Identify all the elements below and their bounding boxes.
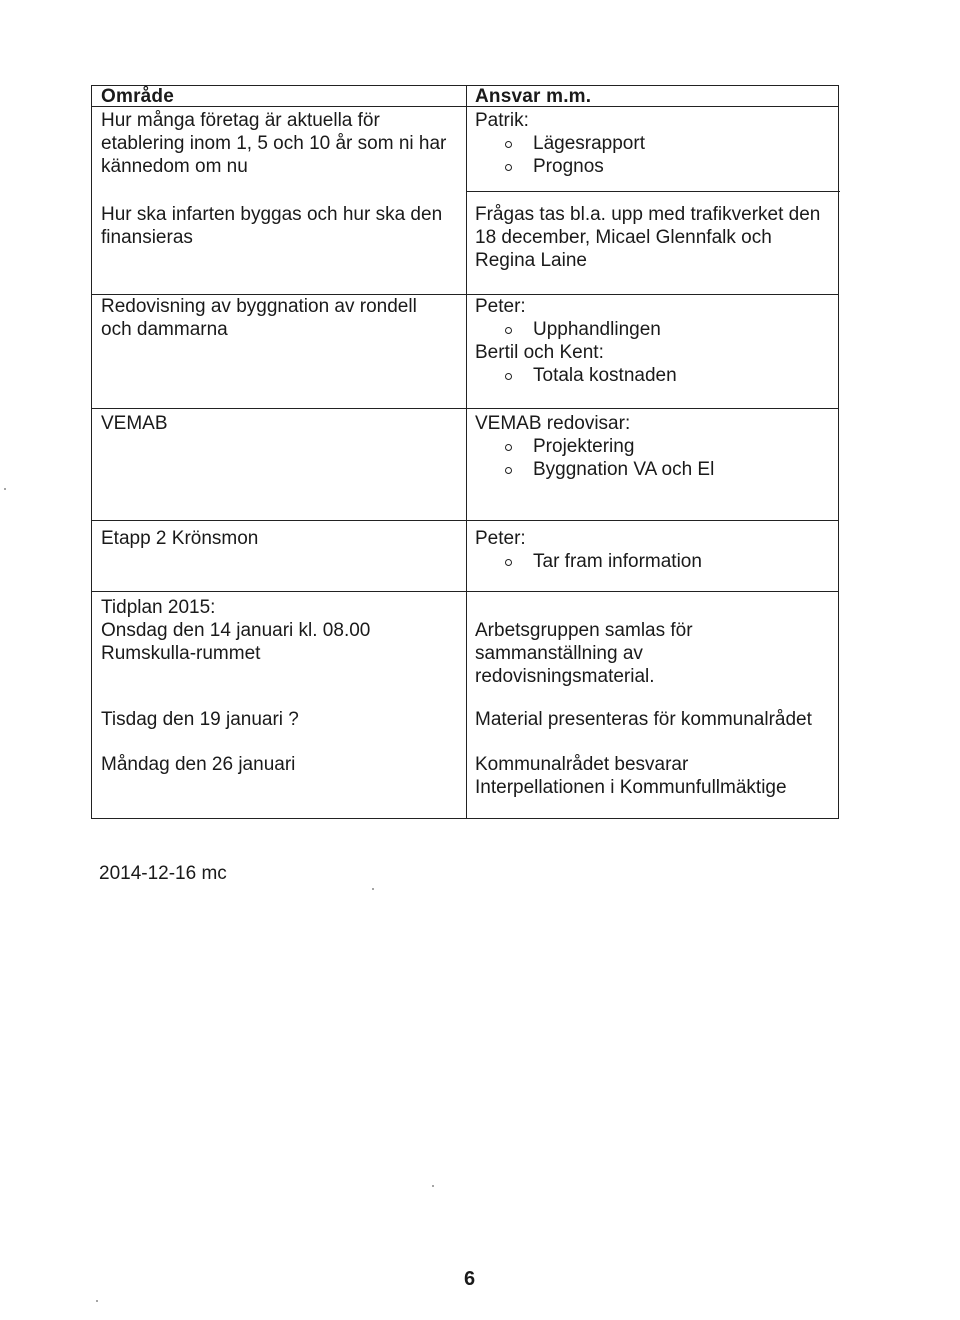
text-line: sammanställning av <box>475 643 643 664</box>
row-responsible-trafikverket <box>475 203 820 272</box>
row-schedule-2015 <box>101 596 370 665</box>
responsible-label: Bertil och Kent: <box>475 342 604 363</box>
text-line: kännedom om nu <box>101 156 248 177</box>
text-line: finansieras <box>101 227 193 248</box>
text-line: redovisningsmaterial. <box>475 666 655 687</box>
text-line: Arbetsgruppen samlas för <box>475 620 693 641</box>
scan-speck <box>96 1300 98 1302</box>
text-line: Tisdag den 19 januari ? <box>101 709 299 730</box>
text-line: Hur många företag är aktuella för <box>101 110 380 131</box>
section-divider <box>92 520 838 521</box>
row-question-companies <box>101 109 446 178</box>
bullet-list <box>475 318 677 341</box>
bullet-list <box>475 435 714 481</box>
row-divider <box>92 408 838 409</box>
text-line: och dammarna <box>101 319 228 340</box>
header-area: Område <box>101 86 175 107</box>
row-schedule-presentation <box>475 708 812 731</box>
row-question-roundabout <box>101 295 417 341</box>
column-divider <box>466 86 467 818</box>
row-schedule-monday <box>101 753 295 776</box>
list-item: Tar fram information <box>475 550 702 573</box>
text-line: Frågas tas bl.a. upp med trafikverket den <box>475 204 821 225</box>
text-line: Onsdag den 14 januari kl. 08.00 <box>101 620 371 641</box>
row-responsible-vemab <box>475 412 714 481</box>
text-line: Etapp 2 Krönsmon <box>101 528 259 549</box>
row-schedule-working-group <box>475 619 693 688</box>
row-etapp-2 <box>101 527 258 550</box>
row-schedule-tuesday <box>101 708 299 731</box>
text-line: Material presenteras för kommunalrådet <box>475 709 812 730</box>
scan-speck <box>4 488 6 490</box>
date-signature: 2014-12-16 mc <box>99 863 227 884</box>
bullet-list <box>475 550 702 573</box>
bullet-list <box>475 132 645 178</box>
agenda-table <box>91 85 839 819</box>
text-line: Hur ska infarten byggas och hur ska den <box>101 204 443 225</box>
text-line: Redovisning av byggnation av rondell <box>101 296 417 317</box>
row-responsible-patrik <box>475 109 645 178</box>
text-line: VEMAB <box>101 413 168 434</box>
bullet-list <box>475 364 677 387</box>
text-line: Rumskulla-rummet <box>101 643 261 664</box>
responsible-label: Patrik: <box>475 110 529 131</box>
header-divider <box>92 106 838 107</box>
list-item: Upphandlingen <box>475 318 677 341</box>
text-line: etablering inom 1, 5 och 10 år som ni har <box>101 133 447 154</box>
page-number: 6 <box>464 1268 476 1290</box>
row-schedule-interpellation <box>475 753 787 799</box>
responsible-label: Peter: <box>475 296 526 317</box>
list-item: Totala kostnaden <box>475 364 677 387</box>
scan-speck <box>372 888 374 890</box>
responsible-label: VEMAB redovisar: <box>475 413 631 434</box>
row-question-access-road <box>101 203 442 249</box>
list-item: Byggnation VA och El <box>475 458 714 481</box>
header-responsibility: Ansvar m.m. <box>475 86 592 107</box>
row-divider <box>466 191 840 192</box>
text-line: Interpellationen i Kommunfullmäktige <box>475 777 787 798</box>
list-item: Lägesrapport <box>475 132 645 155</box>
text-line: Kommunalrådet besvarar <box>475 754 689 775</box>
responsible-label: Peter: <box>475 528 526 549</box>
row-responsible-peter-bertil-kent <box>475 295 677 387</box>
text-line: 18 december, Micael Glennfalk och <box>475 227 772 248</box>
row-responsible-peter-info <box>475 527 702 573</box>
text-line: Regina Laine <box>475 250 587 271</box>
list-item: Projektering <box>475 435 714 458</box>
text-line: Tidplan 2015: <box>101 597 216 618</box>
text-line: Måndag den 26 januari <box>101 754 296 775</box>
row-vemab <box>101 412 168 435</box>
section-divider <box>92 591 838 592</box>
scan-speck <box>432 1185 434 1187</box>
list-item: Prognos <box>475 155 645 178</box>
